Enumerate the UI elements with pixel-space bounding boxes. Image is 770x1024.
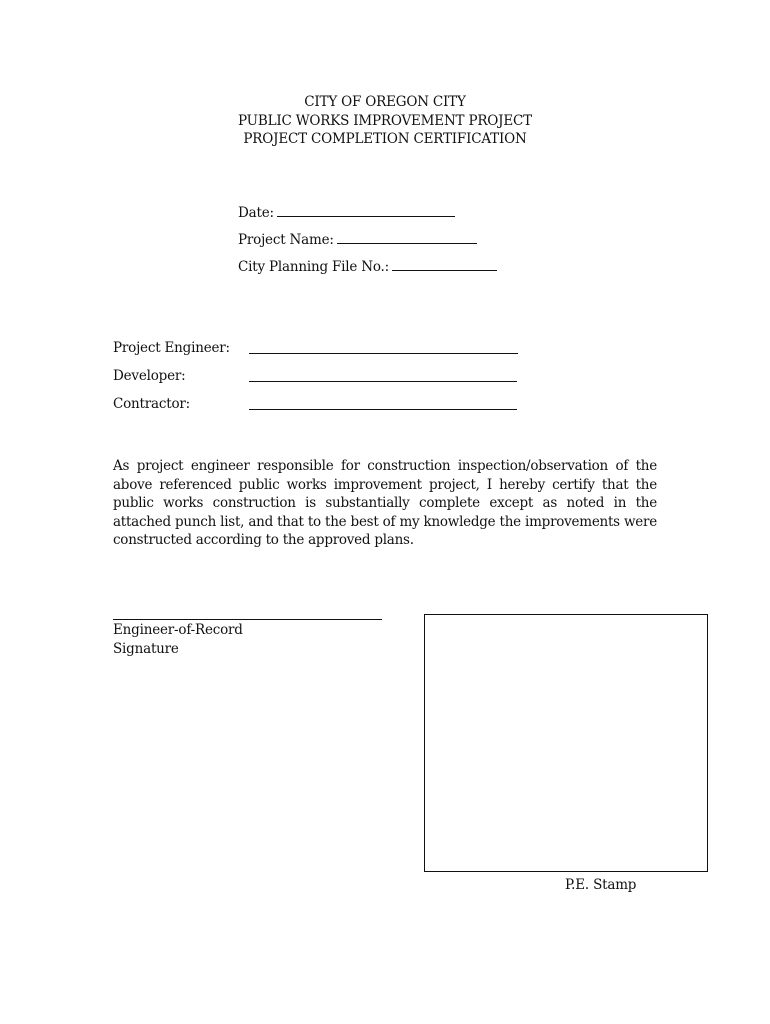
signature-blank-line[interactable] xyxy=(113,619,382,620)
signature-caption-role: Engineer-of-Record xyxy=(113,622,243,638)
header-city: CITY OF OREGON CITY xyxy=(304,94,466,110)
project-name-blank-line[interactable] xyxy=(337,230,477,244)
project-name-label: Project Name: xyxy=(238,232,334,248)
planning-file-blank-line[interactable] xyxy=(392,257,497,271)
project-engineer-blank-line[interactable] xyxy=(249,353,518,354)
document-header xyxy=(0,93,770,149)
header-form-title: PROJECT COMPLETION CERTIFICATION xyxy=(243,131,527,147)
project-name-field xyxy=(238,230,477,249)
signature-caption-type: Signature xyxy=(113,640,179,657)
date-field xyxy=(238,203,455,222)
developer-blank-line[interactable] xyxy=(249,381,517,382)
contractor-label: Contractor: xyxy=(113,396,190,412)
header-project-type: PUBLIC WORKS IMPROVEMENT PROJECT xyxy=(238,112,532,129)
signature-caption xyxy=(113,621,243,658)
contractor-blank-line[interactable] xyxy=(249,409,517,410)
certification-statement: As project engineer responsible for construction inspection/observation of the above referenced public works improvement project, I hereby certify that the public works construction is substantially complete except as noted in the attached punch list, and that to the best of my knowledge the improvements were constructed according to the approved plans. xyxy=(113,458,657,549)
pe-stamp-label: P.E. Stamp xyxy=(565,877,637,893)
date-label: Date: xyxy=(238,205,274,221)
project-engineer-label: Project Engineer: xyxy=(113,340,230,356)
planning-file-field xyxy=(238,257,497,276)
pe-stamp-box xyxy=(424,614,708,872)
developer-label: Developer: xyxy=(113,368,186,384)
date-blank-line[interactable] xyxy=(277,203,455,217)
planning-file-label: City Planning File No.: xyxy=(238,259,389,275)
